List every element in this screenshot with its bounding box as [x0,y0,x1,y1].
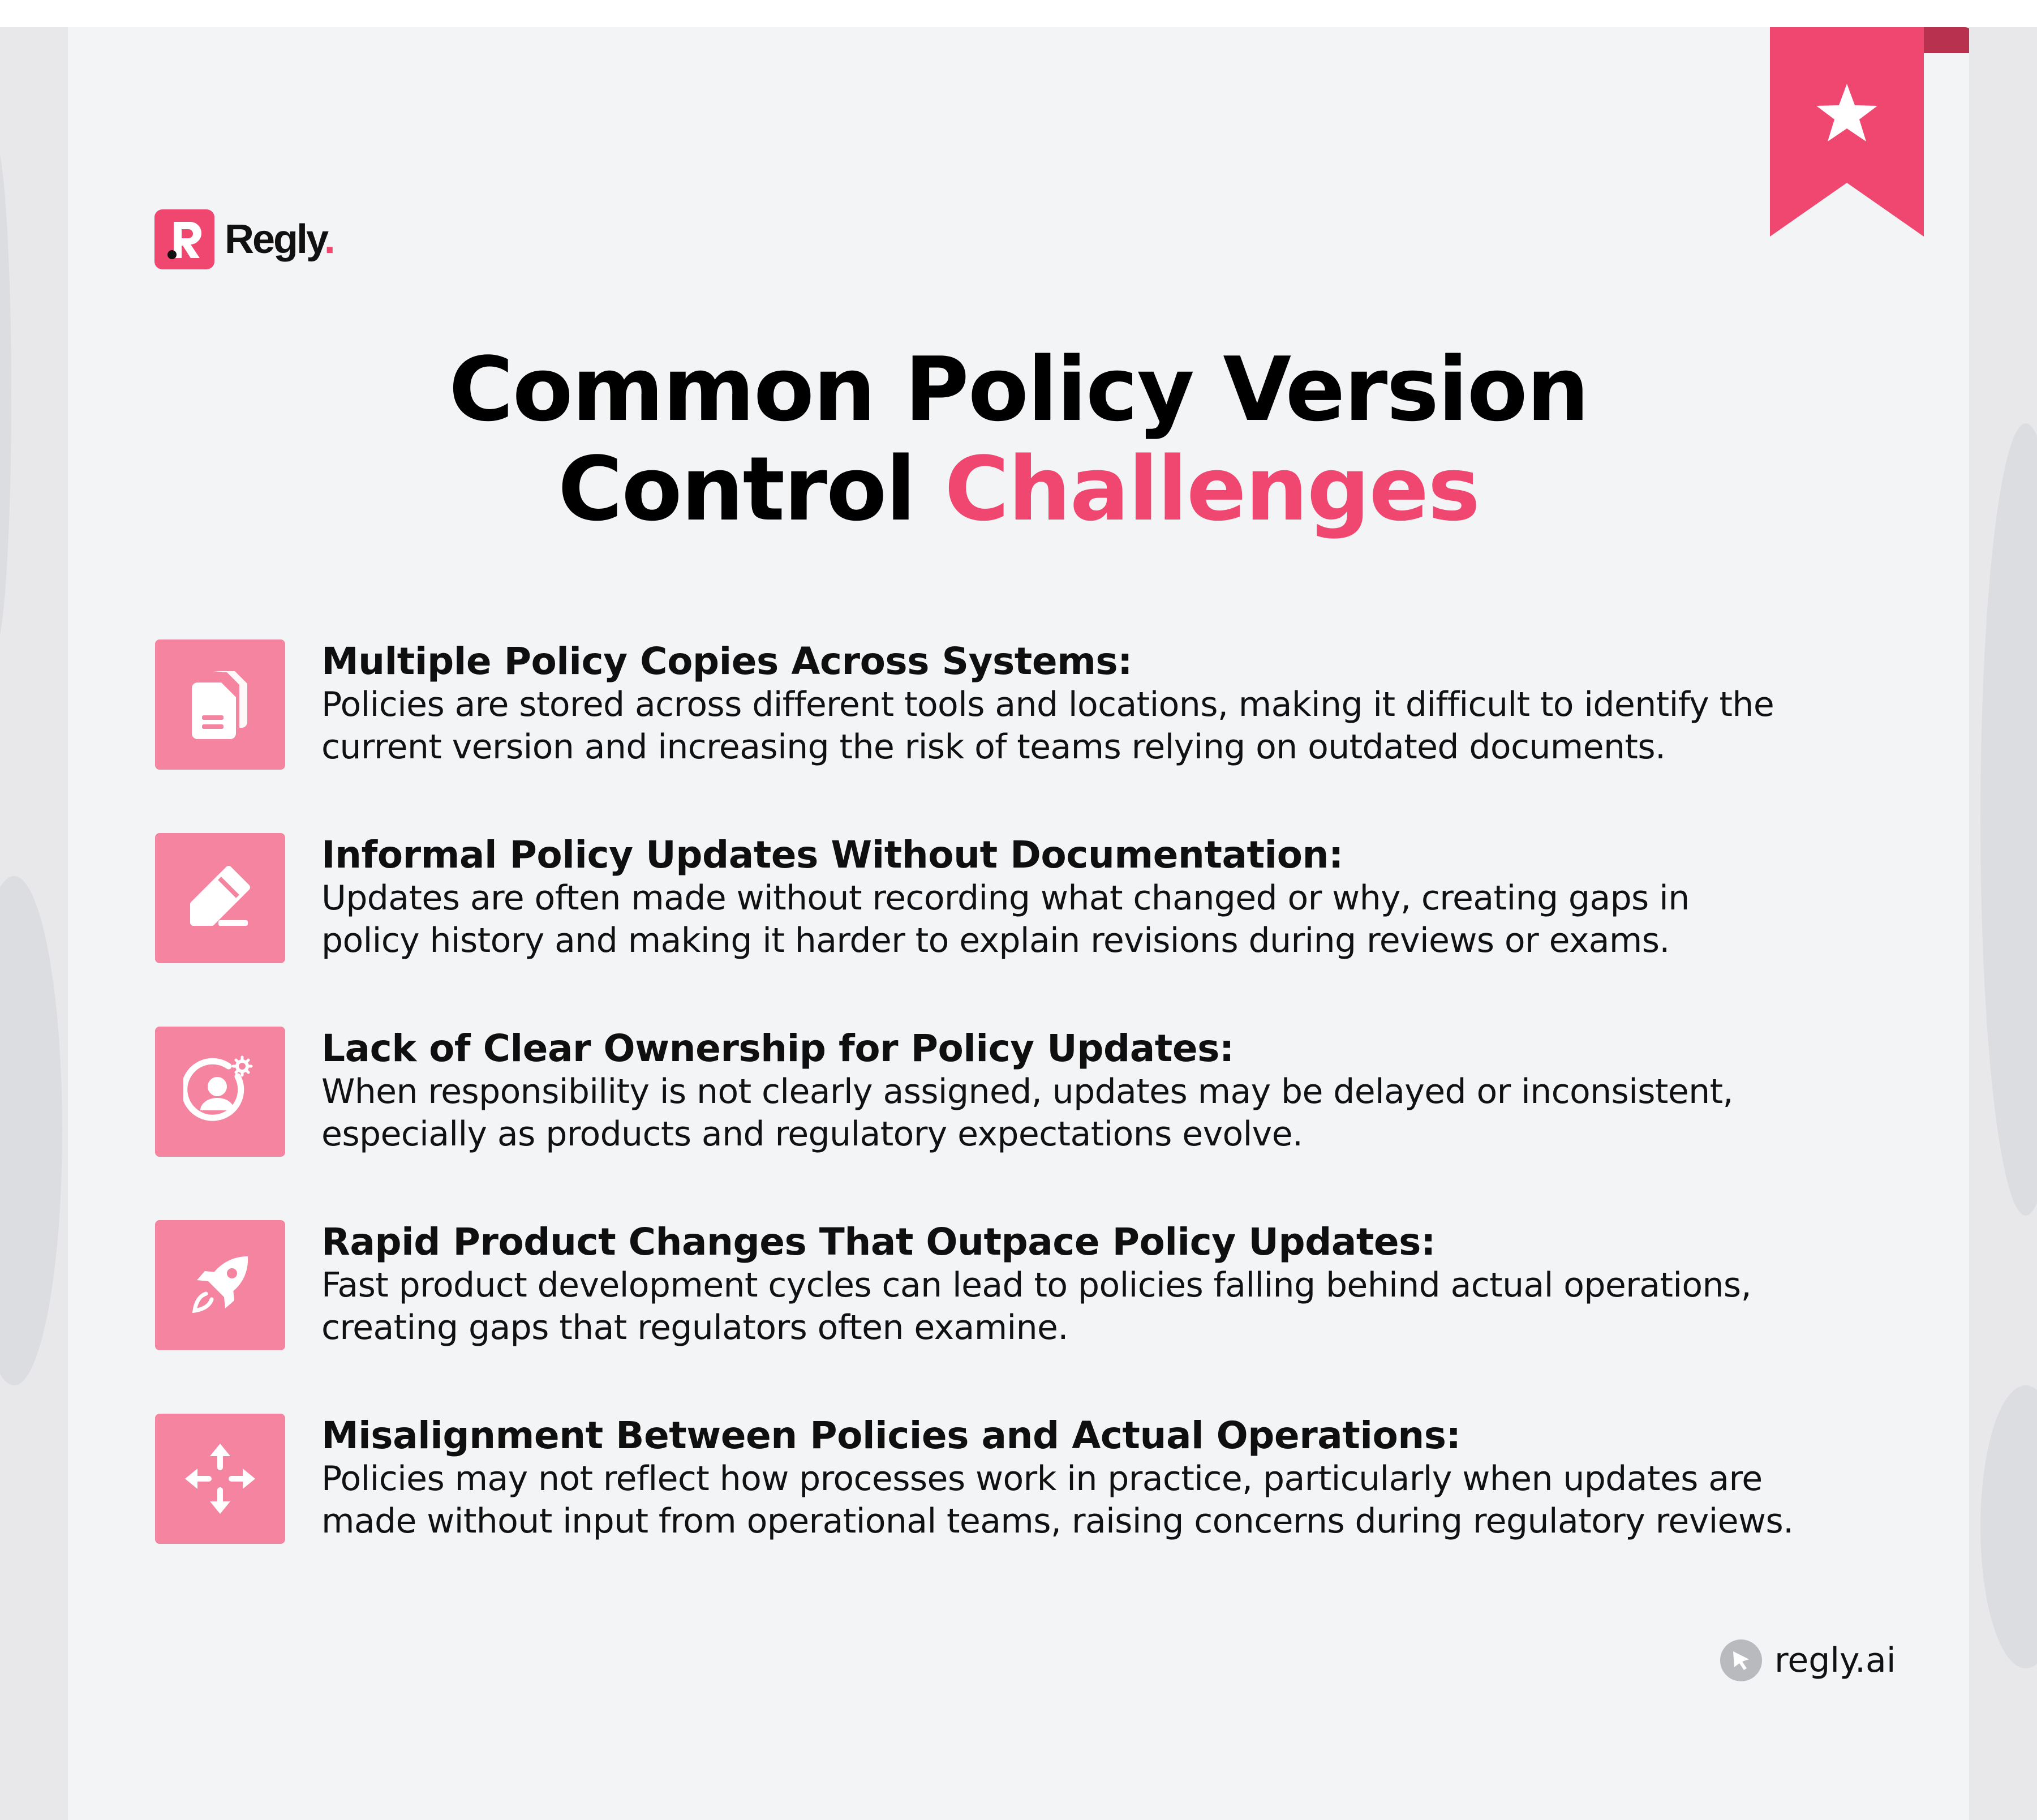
page-title [0,340,2037,539]
background-shape [1980,1385,2037,1668]
pencil-icon [155,833,285,963]
item-description: When responsibility is not clearly assigned, updates may be delayed or inconsistent, especially as products and regulatory expectations evolve. [321,1072,1734,1154]
logo-mark-icon [154,209,214,269]
item-description: Policies are stored across different tools and locations, making it difficult to identify the current version and increasing the risk of teams relying on outdated documents. [321,685,1774,767]
challenge-item [155,1220,1966,1351]
item-title: Lack of Clear Ownership for Policy Updates: [321,1027,1234,1070]
title-line-1: Common Policy Version [449,338,1588,441]
title-line-2: Control [557,437,915,540]
footer-url[interactable]: regly.ai [1774,1641,1896,1680]
item-title: Multiple Policy Copies Across Systems: [321,639,1133,683]
move-arrows-icon [155,1414,285,1544]
challenge-item [155,639,1966,771]
item-description: Policies may not reflect how processes work in practice, particularly when updates are made without input from operational teams, raising concerns during regulatory reviews. [321,1459,1794,1541]
item-title: Rapid Product Changes That Outpace Policy Updates: [321,1220,1436,1264]
item-title: Informal Policy Updates Without Documentation: [321,833,1343,877]
logo-text: Regly. [225,217,334,262]
title-accent: Challenges [944,437,1480,540]
documents-icon [155,639,285,770]
item-title: Misalignment Between Policies and Actual Operations: [321,1414,1461,1457]
background-shape [1980,423,2037,1216]
rocket-icon [155,1220,285,1350]
user-gear-icon [155,1027,285,1157]
item-description: Updates are often made without recording what changed or why, creating gaps in policy history and making it harder to explain revisions during reviews or exams. [321,878,1690,960]
challenge-item [155,1414,1966,1545]
item-description: Fast product development cycles can lead to policies falling behind actual operations, creating gaps that regulators often examine. [321,1265,1752,1347]
background-shape [0,876,62,1385]
bookmark-star-icon [1770,27,1969,237]
challenge-item [155,1027,1966,1158]
footer-website[interactable] [1720,1638,1896,1683]
brand-logo [154,209,334,269]
cursor-icon [1720,1639,1762,1681]
challenge-item [155,833,1966,964]
